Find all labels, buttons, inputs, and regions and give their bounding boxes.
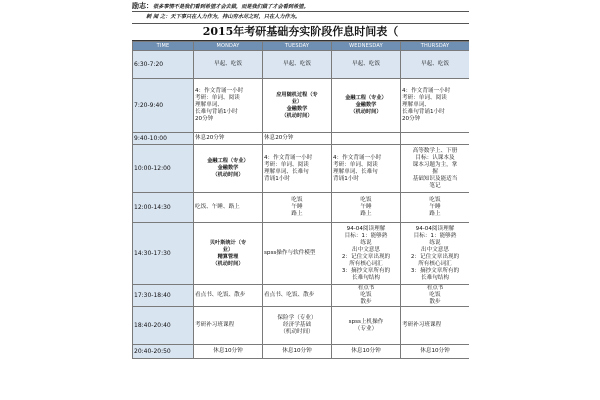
cell-text: 吃饭 [360,197,372,203]
schedule-cell [332,145,401,193]
cell-text: 2：记住文章出现的 [341,253,391,260]
header-wednesday: WEDNESDAY [332,42,401,51]
cell-text: 4：作文背诵一小时 [264,154,313,161]
schedule-cell [263,285,332,307]
schedule-cell [194,133,263,145]
cell-text: 休息10分钟 [213,348,243,354]
schedule-cell [332,79,401,133]
cell-text: 3：摘抄文章所有的 [341,267,391,274]
cell-text: 金融数学 [217,165,239,171]
cell-text: 出中文意思 [421,246,449,253]
schedule-cell [401,345,470,359]
cell-text: 午睡 [291,204,303,210]
cell-text: 考研补习班课程 [195,322,235,328]
schedule-cell [263,223,332,285]
cell-text: 休息10分钟 [351,348,381,354]
schedule-cell [194,79,263,133]
schedule-cell [194,145,263,193]
cell-text: 出中文意思 [352,246,380,253]
schedule-page [132,0,469,400]
cell-text: 长难句结构 [352,274,380,281]
cell-text: 练说 [360,239,372,246]
cell-text: 散步 [429,299,441,305]
cell-text: 金融工程（专业） [345,95,387,101]
cell-text: 20分钟 [195,116,214,122]
schedule-cell [263,79,332,133]
schedule-cell [332,133,401,145]
cell-text: 4：作文背诵一小时 [195,88,244,94]
cell-text: 4：作文背诵一小时 [333,154,382,161]
motto-line-2 [132,12,469,24]
cell-text: 看点书 [357,285,375,291]
schedule-cell [263,345,332,359]
schedule-cell [194,51,263,79]
motto-label-2: 刺 阅 之： [146,14,171,20]
table-row [133,51,470,79]
cell-text: 长难句背诵1小时 [195,109,238,115]
cell-text: （机动时间） [212,172,244,178]
schedule-cell [401,133,470,145]
cell-text: 背诵1小时 [333,175,359,182]
cell-text: 路上 [291,211,303,217]
schedule-table [132,41,469,359]
cell-text: 考研：单词、阅读 [264,161,309,168]
cell-text: （机动时间） [350,109,382,115]
schedule-cell [401,285,470,307]
cell-text: 贝叶斯统计（专 [209,239,247,246]
cell-text: （机动时间） [281,112,313,119]
schedule-cell [401,79,470,133]
cell-text: 长难句结构 [421,274,449,281]
cell-text: （机动时间） [280,329,314,335]
page-title: 2015年考研基础夯实阶段作息时间表（ [132,24,469,41]
cell-text: 路上 [429,211,441,217]
schedule-cell [263,51,332,79]
cell-text: 理解单词、长难句 [333,168,378,175]
cell-text: 早起、吃饭 [283,61,311,67]
schedule-cell [194,193,263,223]
cell-text: 吃饭 [429,292,441,298]
time-cell: 17:30-18:40 [133,285,194,307]
schedule-cell [332,193,401,223]
motto-text-2: 天下事只在人力作为，持山穷水尽之时，只在人力作为。 [170,14,301,20]
table-row [133,193,470,223]
cell-text: spss上机操作 [348,318,384,325]
schedule-cell [194,223,263,285]
table-row [133,133,470,145]
cell-text: 早起、吃饭 [352,61,380,67]
motto-line-1 [132,0,469,12]
cell-text: 看点书、吃饭、散步 [264,292,315,298]
motto-text-1: 很多事情不是我们看到希望才会去做，而是我们做了才会看到希望。 [153,4,309,10]
cell-text: 笔记 [429,182,441,189]
cell-text: 吃饭 [360,292,372,298]
time-cell: 12:00-14:30 [133,193,194,223]
cell-text: 金融工程（专业） [207,158,249,164]
header-monday: MONDAY [194,42,263,51]
schedule-body [133,51,470,359]
cell-text: 吃饭、午睡、路上 [195,204,240,210]
schedule-cell [263,133,332,145]
cell-text: 练说 [429,239,441,246]
cell-text: 散步 [360,299,372,305]
schedule-cell [263,307,332,345]
table-row [133,145,470,193]
cell-text: 午睡 [429,204,441,210]
cell-text: 金融数学 [355,102,377,108]
header-tuesday: TUESDAY [263,42,332,51]
cell-text: 早起、吃饭 [421,61,449,67]
cell-text: 所有核心词汇 [349,260,383,267]
schedule-cell [401,51,470,79]
cell-text: 休息20分钟 [195,135,225,141]
schedule-cell [401,223,470,285]
cell-text: 目标：1：能够熟 [413,232,457,239]
cell-text: 早起、吃饭 [214,61,242,67]
cell-text: 课本习题为主，掌 [412,161,458,168]
cell-text: 保险学（专业） [277,315,317,321]
schedule-cell [401,145,470,193]
cell-text: 考研补习班课程 [402,322,442,328]
table-row [133,79,470,133]
cell-text: 长难句背诵1小时 [402,109,445,115]
cell-text: 考研：单词、阅读 [195,95,240,101]
schedule-cell [194,345,263,359]
table-row [133,307,470,345]
cell-text: 20分钟 [402,116,421,122]
table-row [133,285,470,307]
table-row [133,223,470,285]
schedule-cell [263,145,332,193]
cell-text: 2：记住文章出现的 [410,253,460,260]
cell-text: 目标：认课本及 [415,154,455,161]
cell-text: 休息20分钟 [264,135,294,141]
cell-text: 金融数学 [286,105,308,112]
cell-text: 4：作文背诵一小时 [402,88,451,94]
cell-text: 业） [222,246,234,253]
header-row [133,42,470,51]
header-thursday: THURSDAY [401,42,470,51]
time-cell: 20:40-20:50 [133,345,194,359]
time-cell: 6:30-7:20 [133,51,194,79]
schedule-cell [401,193,470,223]
cell-text: 高等数学上、下册 [412,147,458,154]
cell-text: 看点书、吃饭、散步 [195,292,246,298]
time-cell: 7:20-9:40 [133,79,194,133]
schedule-cell [194,307,263,345]
cell-text: 路上 [360,211,372,217]
cell-text: 考研：单词、阅读 [333,161,378,168]
schedule-cell [263,193,332,223]
time-cell: 18:40-20:40 [133,307,194,345]
cell-text: 应用随机过程（专 [276,91,318,98]
cell-text: 吃饭 [429,197,441,203]
cell-text: （专业） [354,325,378,332]
cell-text: 握 [432,168,438,175]
cell-text: 休息10分钟 [420,348,450,354]
cell-text: 理解单词、 [195,102,223,108]
cell-text: 休息10分钟 [282,348,312,354]
cell-text: 考研：单词、阅读 [402,95,447,101]
cell-text: 3：摘抄文章所有的 [410,267,460,274]
cell-text: 精算管理 [217,253,239,260]
schedule-cell [194,285,263,307]
cell-text: （机动时间） [212,260,244,267]
cell-text: 理解单词、长难句 [264,168,309,175]
time-cell: 9:40-10:00 [133,133,194,145]
schedule-cell [332,307,401,345]
cell-text: 看点书 [426,285,444,291]
cell-text: 所有核心词汇 [418,260,452,267]
cell-text: 午睡 [360,204,372,210]
table-row [133,345,470,359]
cell-text: spss操作与软件模型 [264,250,316,256]
schedule-cell [332,285,401,307]
cell-text: 目标：1：能够熟 [344,232,388,239]
schedule-cell [332,51,401,79]
cell-text: 背诵1小时 [264,175,290,182]
time-cell: 14:30-17:30 [133,223,194,285]
cell-text: 94-04阅读理解 [415,225,455,232]
cell-text: 94-04阅读理解 [346,225,386,232]
cell-text: 理解单词、 [402,102,430,108]
schedule-cell [401,307,470,345]
cell-text: 经济学基础 [283,322,311,328]
cell-text: 业） [291,98,303,105]
cell-text: 基础知识及能适当 [412,175,458,182]
motto-label-1: 励志： [132,1,153,10]
cell-text: 吃饭 [291,197,303,203]
schedule-cell [332,345,401,359]
time-cell: 10:00-12:00 [133,145,194,193]
header-time: TIME [133,42,194,51]
schedule-cell [332,223,401,285]
